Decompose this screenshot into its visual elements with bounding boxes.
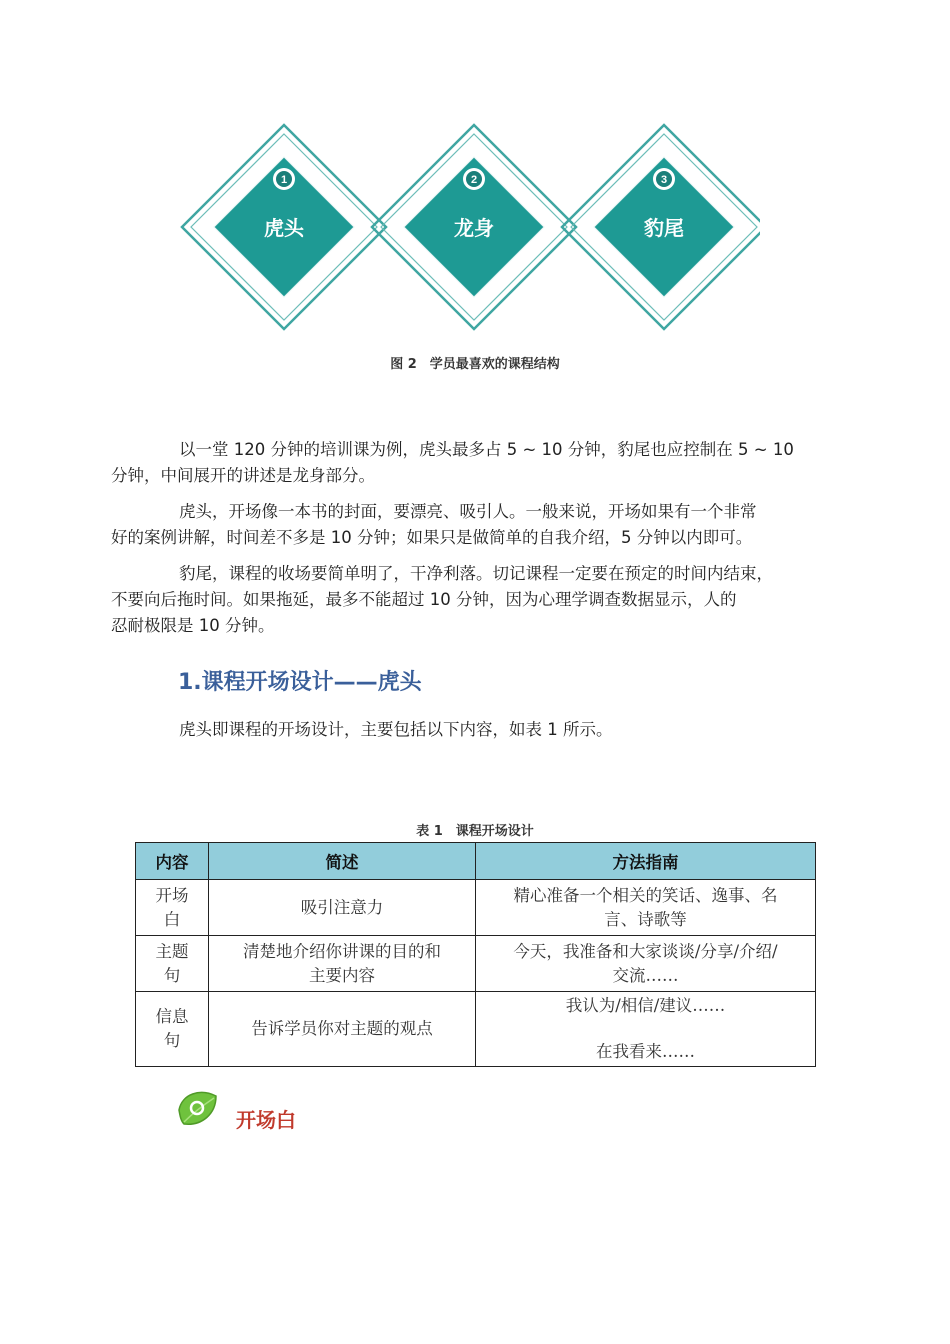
diamond-3 <box>562 125 760 329</box>
cell-line: 信息 <box>155 1007 189 1026</box>
diamond-label: 虎头 <box>264 216 304 240</box>
table-cell <box>209 936 476 992</box>
diamond-number: 2 <box>470 174 478 186</box>
column-header: 方法指南 <box>476 843 816 880</box>
course-structure-diagram <box>180 115 760 335</box>
paragraph-line: 虎头，开场像一本书的封面，要漂亮、吸引人。一般来说，开场如果有一个非常 <box>179 502 757 521</box>
cell-line: 我认为/相信/建议…… <box>565 996 726 1015</box>
table-cell <box>476 880 816 936</box>
table-caption: 表 1 课程开场设计 <box>416 824 534 839</box>
table-cell <box>476 936 816 992</box>
table-row <box>136 936 816 992</box>
paragraph-3 <box>111 561 810 639</box>
cell-line: 精心准备一个相关的笑话、逸事、名 <box>513 885 778 905</box>
cell-line: 吸引注意力 <box>300 897 384 917</box>
opening-design-table <box>135 842 816 1067</box>
figure-caption: 图 2 学员最喜欢的课程结构 <box>390 357 560 372</box>
diamond-number: 3 <box>660 174 668 186</box>
diamond-1 <box>182 125 386 329</box>
cell-line: 主题 <box>155 941 189 961</box>
cell-line: 告诉学员你对主题的观点 <box>251 1019 433 1038</box>
paragraph-2 <box>111 499 810 551</box>
cell-line: 言、诗歌等 <box>604 909 687 929</box>
table-cell <box>209 992 476 1067</box>
table-row <box>136 992 816 1067</box>
paragraph-line: 以一堂 120 分钟的培训课为例，虎头最多占 5 ~ 10 分钟，豹尾也应控制在 5 ~ 10 <box>179 440 794 459</box>
paragraph-line: 忍耐极限是 10 分钟。 <box>111 616 275 635</box>
cell-line: 主要内容 <box>309 965 375 985</box>
paragraph-line: 分钟，中间展开的讲述是龙身部分。 <box>111 466 375 485</box>
diamond-number: 1 <box>280 174 288 186</box>
cell-line: 在我看来…… <box>596 1042 695 1061</box>
column-header: 内容 <box>136 843 209 880</box>
cell-line: 交流…… <box>612 965 679 985</box>
diamond-2 <box>372 125 576 329</box>
table-cell <box>136 880 209 936</box>
table-cell <box>136 992 209 1067</box>
cell-line: 清楚地介绍你讲课的目的和 <box>243 941 441 961</box>
intro-paragraph: 虎头即课程的开场设计，主要包括以下内容，如表 1 所示。 <box>179 720 613 739</box>
table-cell <box>209 880 476 936</box>
opening-subheading: 开场白 <box>236 1108 296 1132</box>
column-header: 简述 <box>209 843 476 880</box>
diamond-label: 龙身 <box>454 216 494 240</box>
cell-line: 今天，我准备和大家谈谈/分享/介绍/ <box>513 941 778 961</box>
table-header-row <box>136 843 816 880</box>
table-row <box>136 880 816 936</box>
diamond-label: 豹尾 <box>644 216 684 240</box>
cell-line: 句 <box>163 1031 181 1050</box>
paragraph-line: 好的案例讲解，时间差不多是 10 分钟；如果只是做简单的自我介绍，5 分钟以内即可。 <box>111 528 753 547</box>
table-cell <box>136 936 209 992</box>
cell-line: 开场 <box>155 885 189 905</box>
paragraph-1 <box>111 437 810 489</box>
leaf-icon <box>176 1088 220 1128</box>
paragraph-line: 不要向后拖时间。如果拖延，最多不能超过 10 分钟，因为心理学调查数据显示，人的 <box>111 590 737 609</box>
paragraph-line: 豹尾，课程的收场要简单明了，干净利落。切记课程一定要在预定的时间内结束， <box>179 564 773 583</box>
cell-line: 句 <box>163 965 181 985</box>
section-heading: 1.课程开场设计——虎头 <box>178 670 422 695</box>
table-cell <box>476 992 816 1067</box>
cell-line: 白 <box>163 909 181 929</box>
